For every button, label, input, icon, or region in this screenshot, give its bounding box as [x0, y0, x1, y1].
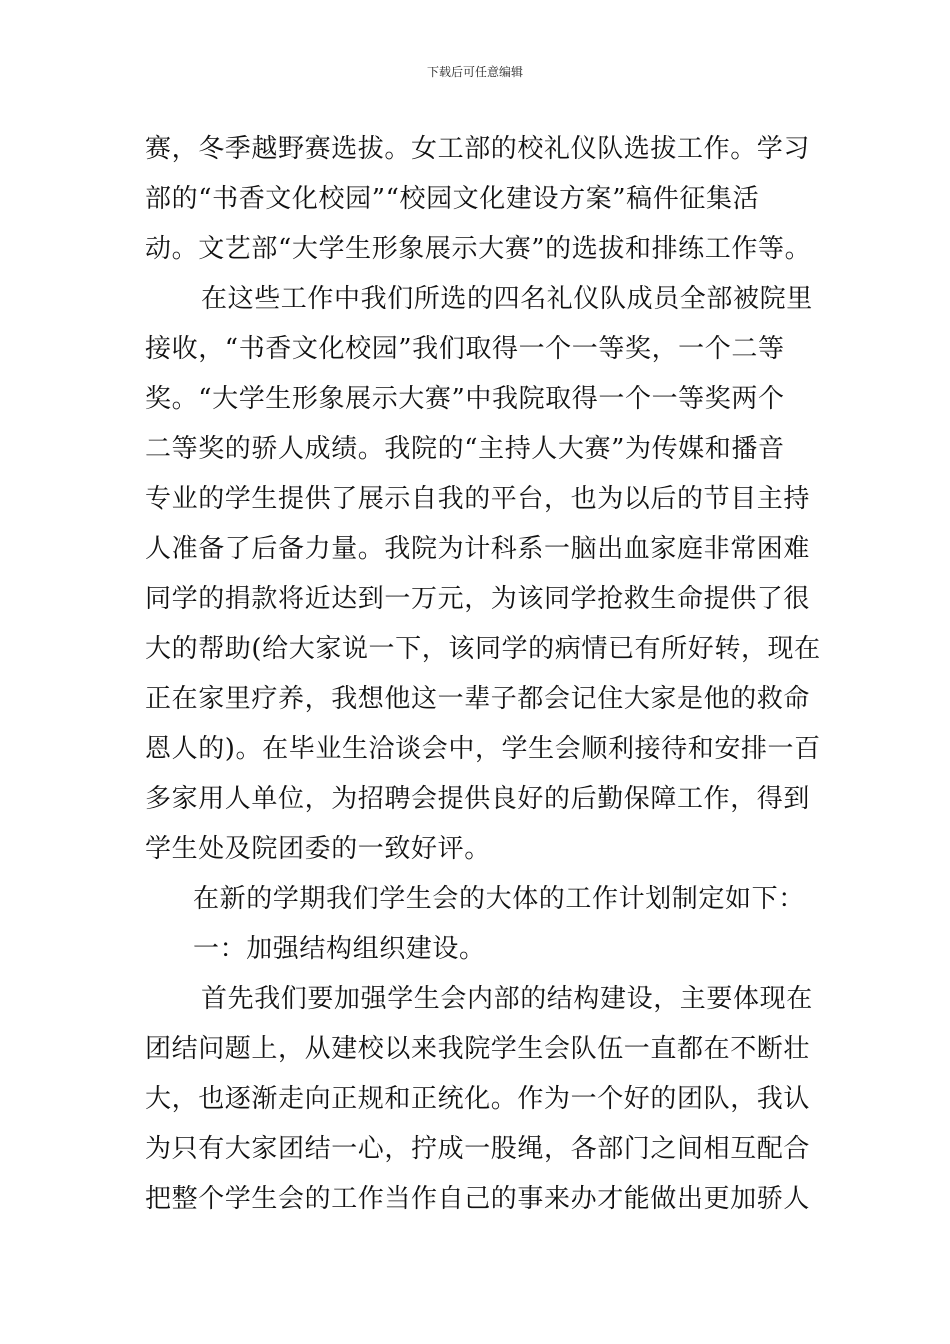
text-line: 大，也逐渐走向正规和正统化。作为一个好的团队，我认	[145, 1084, 811, 1114]
text-line: 二等奖的骄人成绩。我院的“主持人大赛”为传媒和播音	[145, 434, 785, 464]
paragraph-first-line: 首先我们要加强学生会内部的结构建设，主要体现在	[201, 984, 813, 1014]
page-header: 下载后可任意编辑	[426, 65, 523, 79]
text-line: 专业的学生提供了展示自我的平台，也为以后的节目主持	[145, 484, 811, 514]
text-line: 正在家里疗养，我想他这一辈子都会记住大家是他的救命	[145, 684, 811, 714]
section-heading: 一：加强结构组织建设。	[193, 934, 486, 964]
text-line: 团结问题上，从建校以来我院学生会队伍一直都在不断壮	[145, 1034, 811, 1064]
text-line: 赛，冬季越野赛选拔。女工部的校礼仪队选拔工作。学习	[145, 134, 811, 164]
text-line: 接收，“书香文化校园”我们取得一个一等奖，一个二等	[145, 334, 785, 364]
text-line: 多家用人单位，为招聘会提供良好的后勤保障工作，得到	[145, 784, 811, 814]
text-line: 部的“书香文化校园”“校园文化建设方案”稿件征集活	[145, 184, 760, 214]
text-line: 恩人的)。在毕业生洽谈会中，学生会顺利接待和安排一百	[145, 734, 821, 764]
text-line: 为只有大家团结一心，拧成一股绳，各部门之间相互配合	[145, 1134, 811, 1164]
text-line: 大的帮助(给大家说一下，该同学的病情已有所好转，现在	[145, 634, 821, 664]
paragraph-first-line: 在新的学期我们学生会的大体的工作计划制定如下：	[193, 884, 805, 914]
text-line: 奖。“大学生形象展示大赛”中我院取得一个一等奖两个	[145, 384, 785, 414]
document-body	[145, 124, 821, 1224]
text-line: 同学的捐款将近达到一万元，为该同学抢救生命提供了很	[145, 584, 811, 614]
text-line: 把整个学生会的工作当作自己的事来办才能做出更加骄人	[145, 1184, 811, 1214]
paragraph-first-line: 在这些工作中我们所选的四名礼仪队成员全部被院里	[201, 284, 813, 314]
text-line: 学生处及院团委的一致好评。	[145, 834, 491, 864]
text-line: 动。文艺部“大学生形象展示大赛”的选拔和排练工作等。	[145, 234, 812, 264]
text-line: 人准备了后备力量。我院为计科系一脑出血家庭非常困难	[145, 534, 811, 564]
